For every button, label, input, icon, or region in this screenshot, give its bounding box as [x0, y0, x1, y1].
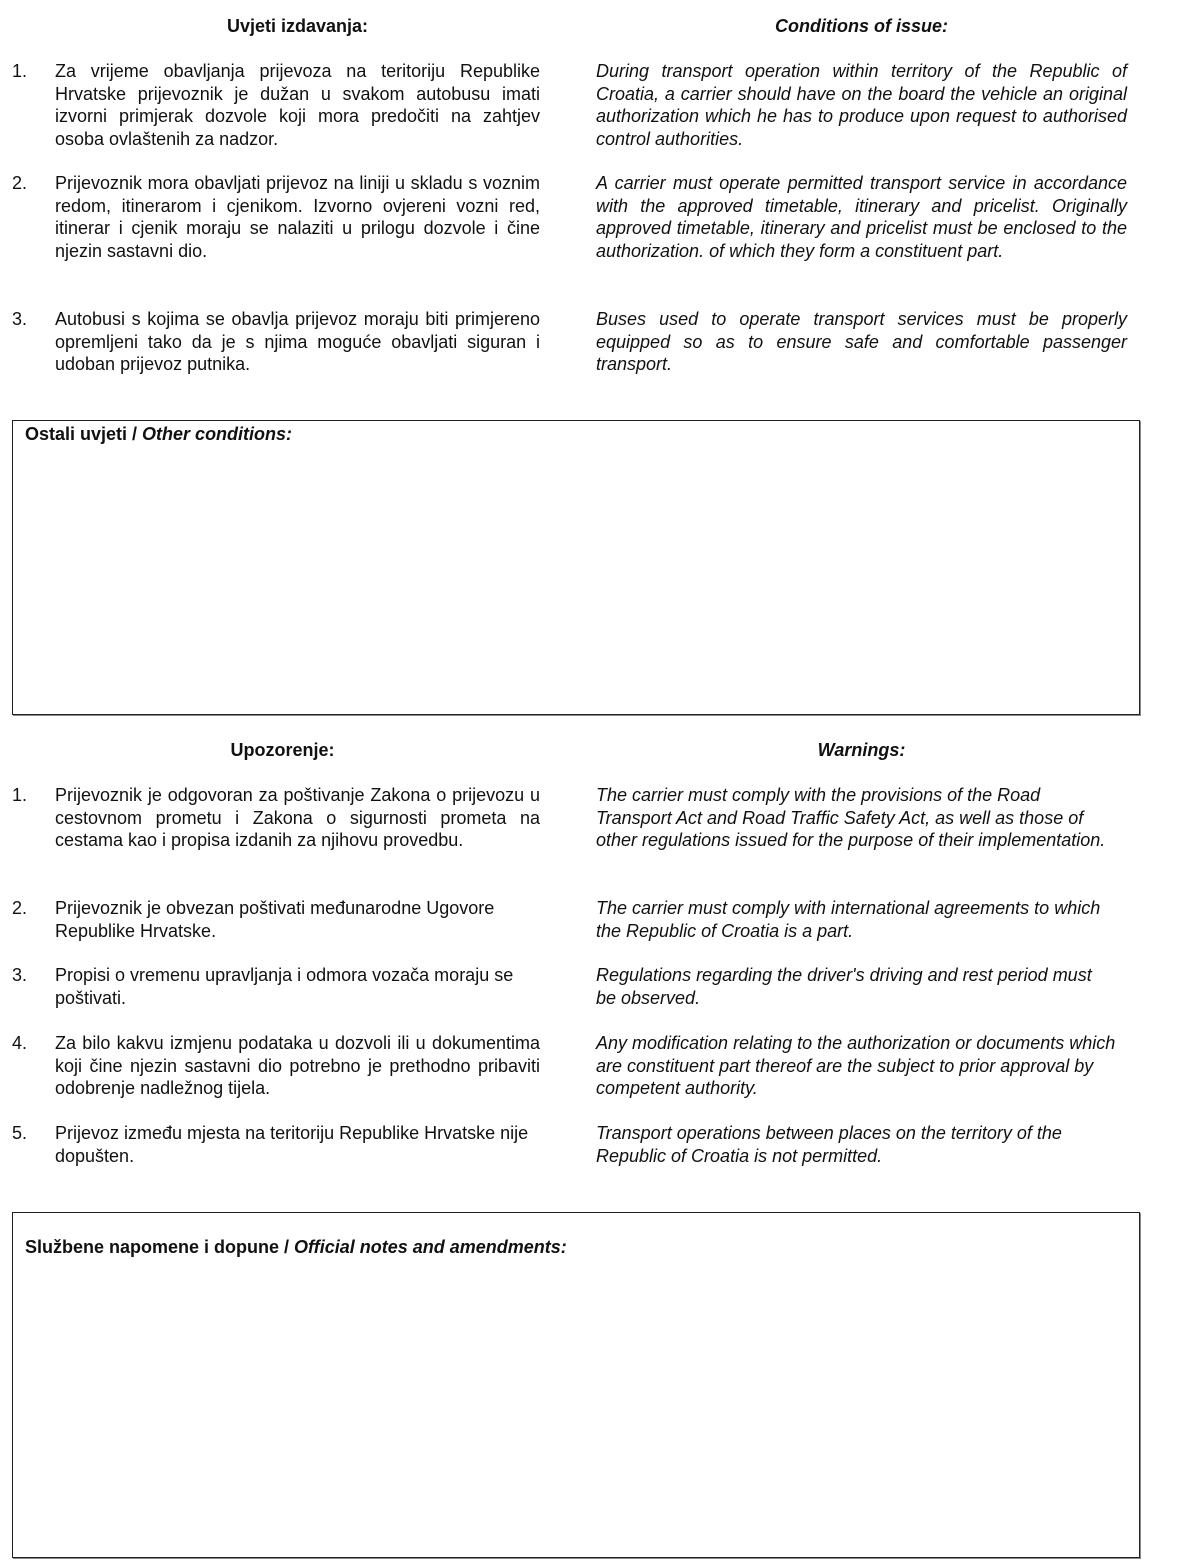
condition-number: 3.	[12, 309, 28, 329]
official-notes-label-hr: Službene napomene i dopune /	[25, 1237, 295, 1257]
condition-text-hr: Za vrijeme obavljanja prijevoza na teritoriju Republike Hrvatske prijevoznik je dužan u svakom autobusu imati izvorni primjerak dozvole koji mora predočiti na zahtjev osoba ovlaštenih za nadzor.	[55, 61, 540, 149]
warning-number: 5.	[12, 1123, 28, 1143]
other-conditions-box[interactable]	[12, 420, 1140, 715]
conditions-heading-en: Conditions of issue:	[775, 16, 948, 36]
warning-text-hr: Prijevoz između mjesta na teritoriju Republike Hrvatske nije dopušten.	[55, 1123, 529, 1166]
warnings-heading-hr: Upozorenje:	[230, 740, 335, 760]
warning-text-hr: Propisi o vremenu upravljanja i odmora vozača moraju se poštivati.	[55, 965, 514, 1008]
warning-text-en: The carrier must comply with international agreements to which the Republic of Croatia is a part.	[596, 898, 1101, 941]
warning-text-hr: Za bilo kakvu izmjenu podataka u dozvoli ili u dokumentima koji čine njezin sastavni dio potrebno je prethodno pribaviti odobrenje nadležnog tijela.	[55, 1033, 540, 1098]
warning-text-hr: Prijevoznik je obvezan poštivati međunarodne Ugovore Republike Hrvatske.	[55, 898, 495, 941]
condition-text-en: During transport operation within territory of the Republic of Croatia, a carrier should have on the board the vehicle an original authorization which he has to produce upon request to authorised control authorities.	[596, 61, 1127, 149]
warning-text-en: Transport operations between places on the territory of the Republic of Croatia is not permitted.	[596, 1123, 1062, 1166]
official-notes-label-en: Official notes and amendments:	[294, 1237, 567, 1257]
official-notes-label	[25, 1236, 567, 1259]
condition-text-en: A carrier must operate permitted transport service in accordance with the approved timetable, itinerary and pricelist. Originally approved timetable, itinerary and pricelist must be enclosed to the authorization. of which they form a constituent part.	[596, 173, 1127, 261]
warning-number: 2.	[12, 898, 28, 918]
other-conditions-label	[25, 423, 292, 446]
condition-text-en: Buses used to operate transport services must be properly equipped so as to ensure safe and comfortable passenger transport.	[596, 309, 1127, 374]
official-notes-box[interactable]	[12, 1212, 1140, 1558]
warning-text-en: The carrier must comply with the provisions of the Road Transport Act and Road Traffic Safety Act, as well as those of other regulations issued for the purpose of their implementation.	[596, 785, 1106, 850]
conditions-heading-hr: Uvjeti izdavanja:	[226, 16, 369, 36]
warning-number: 4.	[12, 1033, 28, 1053]
warning-number: 3.	[12, 965, 28, 985]
condition-number: 2.	[12, 173, 28, 193]
warning-text-en: Regulations regarding the driver's driving and rest period must be observed.	[596, 965, 1092, 1008]
warning-text-en: Any modification relating to the authorization or documents which are constituent part thereof are the subject to prior approval by competent authority.	[596, 1033, 1116, 1098]
condition-number: 1.	[12, 61, 28, 81]
warning-number: 1.	[12, 785, 28, 805]
other-conditions-label-hr: Ostali uvjeti /	[25, 424, 143, 444]
warning-text-hr: Prijevoznik je odgovoran za poštivanje Zakona o prijevozu u cestovnom prometu i Zakona o sigurnosti prometa na cestama kao i propisa izdanih za njihovu provedbu.	[55, 785, 540, 850]
condition-text-hr: Prijevoznik mora obavljati prijevoz na liniji u skladu s voznim redom, itinerarom i cjenikom. Izvorno ovjereni vozni red, itinerar i cjenik moraju se nalaziti u prilogu dozvole i čine njezin sastavni dio.	[55, 173, 540, 261]
condition-text-hr: Autobusi s kojima se obavlja prijevoz moraju biti primjereno opremljeni tako da je s njima moguće obavljati siguran i udoban prijevoz putnika.	[55, 309, 540, 374]
warnings-heading-en: Warnings:	[817, 740, 906, 760]
other-conditions-label-en: Other conditions:	[142, 424, 293, 444]
